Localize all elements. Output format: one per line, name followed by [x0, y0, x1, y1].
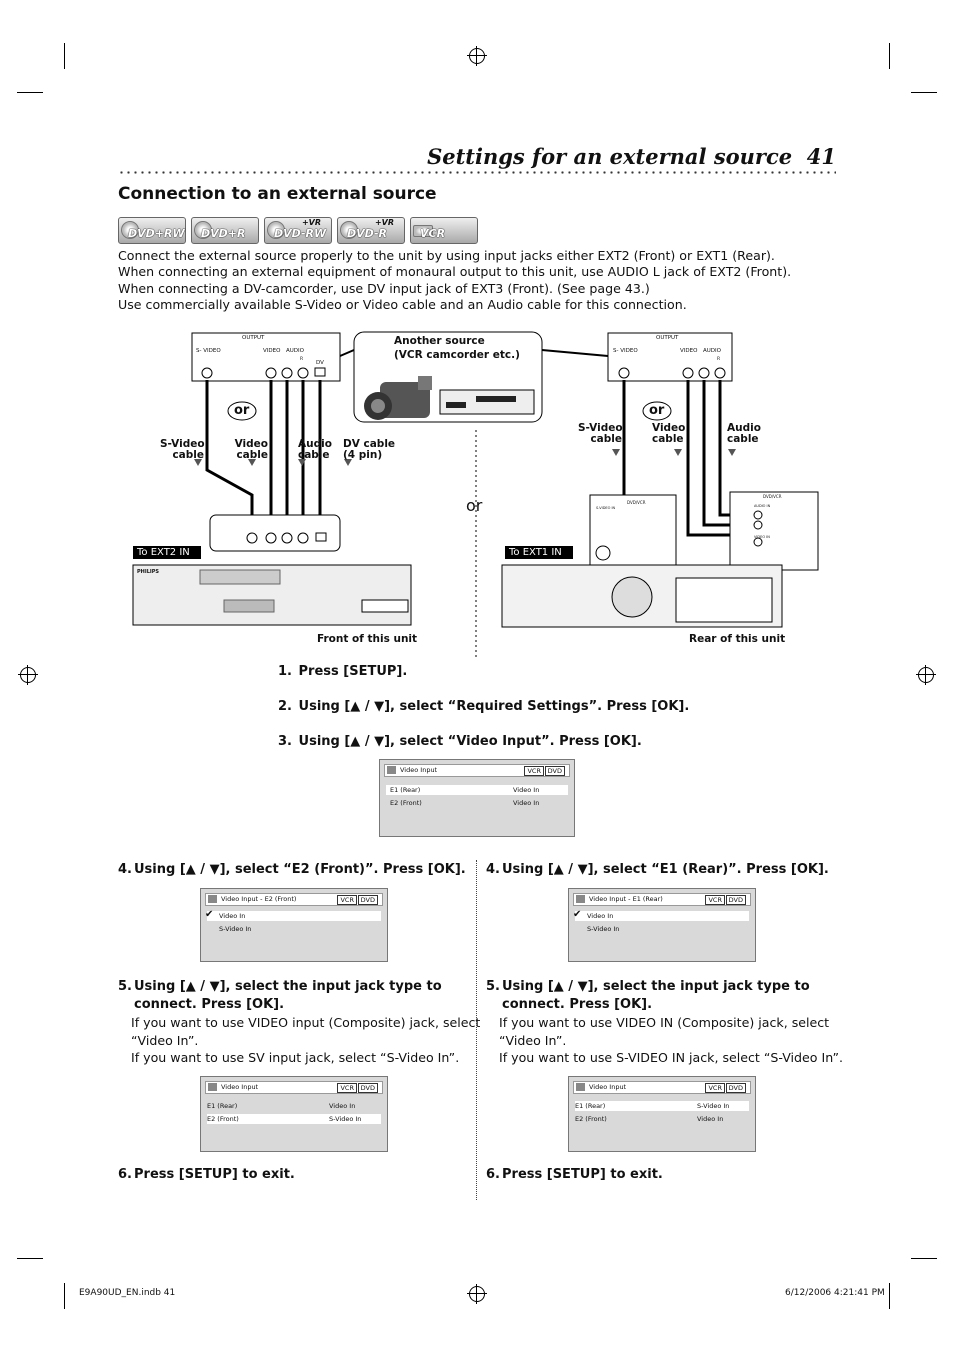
osd-row: E1 (Rear) Video In: [207, 1102, 356, 1110]
video-jack-label: VIDEO: [680, 348, 698, 354]
badge-dvd-rw: +VR DVD-RW: [264, 217, 332, 244]
dvd-vcr-label: DVD/VCR: [627, 500, 646, 505]
check-icon: ✔: [573, 909, 582, 920]
or-label: or: [234, 403, 250, 418]
dotted-rule: [118, 171, 836, 174]
step-5-left-note: If you want to use VIDEO input (Composite) jack, select “Video In”. If you want to use SV input jack, select “S-Video In”.: [131, 1015, 481, 1065]
crop-mark: [889, 1283, 890, 1309]
step-5-right: 5. Using [▲ / ▼], select the input jack type to: [486, 979, 810, 994]
dv-jack-label: DV: [316, 360, 324, 366]
audio-cable-label: Audio cable: [727, 422, 761, 445]
step-4-left: 4. Using [▲ / ▼], select “E2 (Front)”. Press [OK].: [118, 862, 466, 877]
step-5-right-cont: connect. Press [OK].: [502, 997, 653, 1012]
disc-badges: [118, 217, 478, 244]
step-6-right: 6. Press [SETUP] to exit.: [486, 1167, 663, 1182]
footer-date: 6/12/2006 4:21:41 PM: [785, 1288, 885, 1298]
another-source-sub: (VCR camcorder etc.): [394, 349, 520, 361]
registration-mark-icon: [469, 48, 485, 64]
vcr-icon: [440, 390, 534, 414]
osd-e2-front: Video Input - E2 (Front) VCR DVD ✔ Video In S-Video In: [200, 888, 388, 962]
video-cable-label: Video cable: [652, 422, 686, 445]
step-2: 2. Using [▲ / ▼], select “Required Settings”. Press [OK].: [278, 699, 690, 714]
osd-row: S-Video In: [587, 925, 620, 933]
badge-vcr: VCR: [410, 217, 478, 244]
video-jack-label: VIDEO: [263, 348, 281, 354]
step-1: 1. Press [SETUP].: [278, 664, 408, 679]
setup-icon: [576, 895, 585, 903]
osd-row: E2 (Front) Video In: [390, 799, 540, 807]
badge-dvd-plus-rw: DVD+RW: [118, 217, 186, 244]
audio-jack-label: AUDIO: [286, 348, 304, 354]
badge-dvd-plus-r: DVD+R: [191, 217, 259, 244]
crop-mark: [17, 92, 43, 93]
badge-dvd-r: +VR DVD-R: [337, 217, 405, 244]
connection-diagram: [0, 320, 954, 660]
svideo-cable-label: S-Video cable: [578, 422, 623, 445]
svideo-jack-label: S- VIDEO: [196, 348, 221, 354]
svideo-cable-label: S-Video cable: [160, 438, 205, 461]
audio-right-label: R: [300, 357, 304, 362]
osd-e1-rear: Video Input - E1 (Rear) VCR DVD ✔ Video In S-Video In: [568, 888, 756, 962]
step-6-left: 6. Press [SETUP] to exit.: [118, 1167, 295, 1182]
registration-mark-icon: [469, 1286, 485, 1302]
another-source-label: Another source: [394, 335, 485, 347]
crop-mark: [911, 1258, 937, 1259]
page-number: 41: [806, 144, 836, 169]
column-divider: [476, 860, 477, 1200]
audio-jack-label: AUDIO: [703, 348, 721, 354]
output-label: OUTPUT: [656, 335, 679, 341]
to-ext1-label: To EXT1 IN: [509, 547, 562, 558]
audio-cable-label: Audio cable: [298, 438, 332, 461]
osd-row: E1 (Rear) S-Video In: [575, 1101, 749, 1111]
page-title: Settings for an external source 41: [427, 144, 836, 169]
step-5-left-cont: connect. Press [OK].: [134, 997, 285, 1012]
crop-mark: [911, 92, 937, 93]
osd-row: E1 (Rear) Video In: [386, 785, 568, 795]
dvd-vcr-label: DVD/VCR: [763, 494, 782, 499]
rear-unit-label: Rear of this unit: [689, 633, 786, 645]
dv-cable-label: DV cable (4 pin): [343, 438, 396, 461]
section-title: Connection to an external source: [118, 184, 437, 204]
setup-icon: [208, 1083, 217, 1091]
intro-text: Connect the external source properly to the unit by using input jacks either EXT2 (Front) or EXT1 (Rear). When connecting an external equipment of monaural output to this unit, use AUDIO L jack of EXT2 (Front). When connecting a DV-camcorder, use DV input jack of EXT3 (Front). (See page 43.) Use commercially available S-Video or Video cable and an Audio cable for this connection.: [118, 248, 792, 312]
osd-result-left: Video Input VCR DVD E1 (Rear) Video In E2 (Front) S-Video In: [200, 1076, 388, 1152]
footer-file: E9A90UD_EN.indb 41: [79, 1288, 176, 1298]
step-5-right-note: If you want to use VIDEO IN (Composite) jack, select “Video In”. If you want to use S-VIDEO IN jack, select “S-Video In”.: [499, 1015, 844, 1065]
osd-video-input: Video Input VCR DVD E1 (Rear) Video In E2 (Front) Video In: [379, 759, 575, 837]
step-5-left: 5. Using [▲ / ▼], select the input jack type to: [118, 979, 442, 994]
brand-logo: PHILIPS: [137, 569, 160, 575]
audio-in-label: AUDIO IN: [754, 504, 771, 508]
output-label: OUTPUT: [242, 335, 265, 341]
crop-mark: [64, 43, 65, 69]
osd-row: S-Video In: [219, 925, 252, 933]
to-ext2-label: To EXT2 IN: [137, 547, 190, 558]
video-cable-label: Video cable: [234, 438, 268, 461]
crop-mark: [17, 1258, 43, 1259]
step-3: 3. Using [▲ / ▼], select “Video Input”. Press [OK].: [278, 734, 642, 749]
osd-row: ✔ Video In: [207, 911, 381, 921]
setup-icon: [208, 895, 217, 903]
setup-icon: [576, 1083, 585, 1091]
crop-mark: [64, 1283, 65, 1309]
check-icon: ✔: [205, 909, 214, 920]
osd-result-right: Video Input VCR DVD E1 (Rear) S-Video In E2 (Front) Video In: [568, 1076, 756, 1152]
av-in-panel: [730, 492, 818, 570]
setup-icon: [387, 766, 396, 774]
or-divider-label: or: [466, 496, 483, 515]
osd-row: ✔ Video In: [575, 911, 749, 921]
svideo-jack-label: S- VIDEO: [613, 348, 638, 354]
svideo-in-label: S-VIDEO IN: [596, 506, 616, 510]
registration-mark-icon: [20, 667, 36, 683]
crop-mark: [889, 43, 890, 69]
osd-row: E2 (Front) Video In: [575, 1115, 724, 1123]
registration-mark-icon: [918, 667, 934, 683]
video-in-label: VIDEO IN: [754, 535, 770, 539]
audio-right-label: R: [717, 357, 721, 362]
step-4-right: 4. Using [▲ / ▼], select “E1 (Rear)”. Press [OK].: [486, 862, 829, 877]
osd-row: E2 (Front) S-Video In: [207, 1114, 381, 1124]
or-label: or: [649, 403, 665, 418]
front-unit-label: Front of this unit: [317, 633, 418, 645]
